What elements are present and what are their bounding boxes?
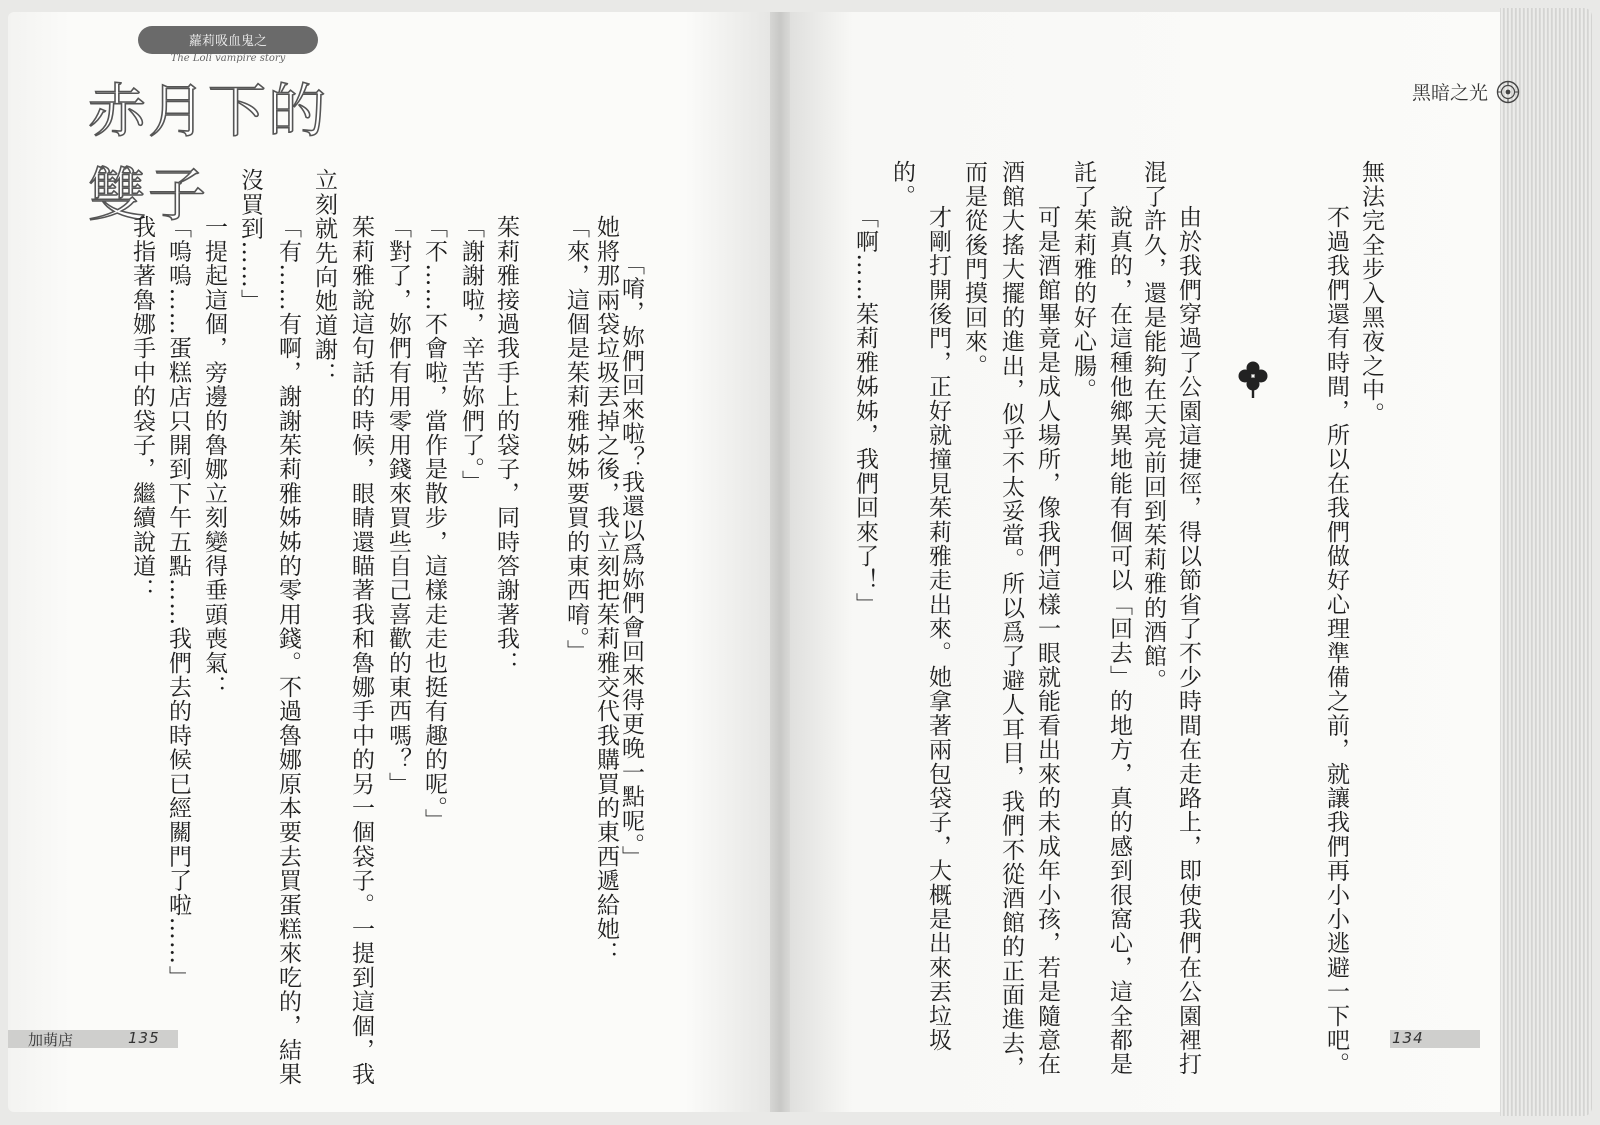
book-logo bbox=[88, 26, 368, 229]
text-column: 混了許久，還是能夠在天亮前回到茱莉雅的酒館。 bbox=[1140, 160, 1166, 693]
text-column: 說真的，在這種他鄉異地能有個可以「回去」的地方，真的感到很窩心，這全都是 bbox=[1106, 205, 1132, 1077]
text-column: 立刻就先向她道謝： bbox=[311, 168, 337, 386]
text-column: 我指著魯娜手中的袋子，繼續說道： bbox=[129, 215, 155, 603]
chapter-title: 黑暗之光 bbox=[1411, 82, 1488, 104]
page-number: 134 bbox=[1392, 1029, 1424, 1047]
text-column: 她將那兩袋垃圾丟掉之後，我立刻把茱莉雅交代我購買的東西遞給她： bbox=[593, 215, 619, 966]
text-column: 不過我們還有時間，所以在我們做好心理準備之前，就讓我們再小小逃避一下吧。 bbox=[1323, 205, 1349, 1077]
text-column: 才剛打開後門，正好就撞見茱莉雅走出來。她拿著兩包袋子，大概是出來丟垃圾 bbox=[925, 205, 951, 1052]
text-column: 「唷，妳們回來啦？我還以爲妳們會回來得更晚一點呢。」 bbox=[618, 252, 644, 870]
text-column: 「謝謝啦，辛苦妳們了。」 bbox=[458, 215, 484, 494]
publisher-label: 加萌店 bbox=[28, 1031, 74, 1049]
text-column: 「啊……茱莉雅姊姊，我們回來了！」 bbox=[852, 205, 878, 617]
text-column: 可是酒館畢竟是成人場所，像我們這樣一眼就能看出來的未成年小孩，若是隨意在 bbox=[1034, 205, 1060, 1077]
text-column: 一提起這個，旁邊的魯娜立刻變得垂頭喪氣： bbox=[201, 215, 227, 699]
logo-english-text: The Loli vampire story bbox=[170, 53, 286, 64]
logo-ribbon-text: 蘿莉吸血鬼之 bbox=[188, 34, 267, 49]
text-column: 「對了，妳們有用零用錢來買些自己喜歡的東西嗎？」 bbox=[385, 215, 411, 796]
text-column: 沒買到……」 bbox=[237, 168, 263, 314]
logo-title: 赤月下的雙子 bbox=[88, 77, 329, 229]
running-header bbox=[1412, 78, 1520, 105]
text-column: 茱莉雅說這句話的時候，眼睛還瞄著我和魯娜手中的另一個袋子。一提到這個，我 bbox=[348, 215, 374, 1087]
clover-ornament-icon bbox=[1236, 360, 1270, 400]
text-column: 託了茱莉雅的好心腸。 bbox=[1070, 160, 1096, 402]
text-column: 「嗚嗚……蛋糕店只開到下午五點……我們去的時候已經關門了啦……」 bbox=[165, 215, 191, 990]
text-column: 酒館大搖大擺的進出，似乎不太妥當。所以爲了避人耳目，我們不從酒館的正面進去， bbox=[998, 160, 1024, 1080]
text-column: 由於我們穿過了公園這捷徑，得以節省了不少時間在走路上，即使我們在公園裡打 bbox=[1175, 205, 1201, 1077]
text-column: 茱莉雅接過我手上的袋子，同時答謝著我： bbox=[493, 215, 519, 675]
page-edges bbox=[1500, 8, 1592, 1116]
text-column: 「有……有啊，謝謝茱莉雅姊姊的零用錢。不過魯娜原本要去買蛋糕來吃的，結果 bbox=[275, 215, 301, 1087]
page-number: 135 bbox=[128, 1029, 160, 1047]
text-column: 「來，這個是茱莉雅姊姊要買的東西唷。」 bbox=[563, 215, 589, 664]
text-column: 的。 bbox=[889, 160, 915, 209]
text-column: 而是從後門摸回來。 bbox=[961, 160, 987, 378]
text-column: 無法完全步入黑夜之中。 bbox=[1358, 160, 1384, 427]
text-column: 「不……不會啦，當作是散步，這樣走走也挺有趣的呢。」 bbox=[421, 215, 447, 833]
book-gutter bbox=[770, 12, 790, 1112]
flower-icon bbox=[1496, 80, 1520, 104]
